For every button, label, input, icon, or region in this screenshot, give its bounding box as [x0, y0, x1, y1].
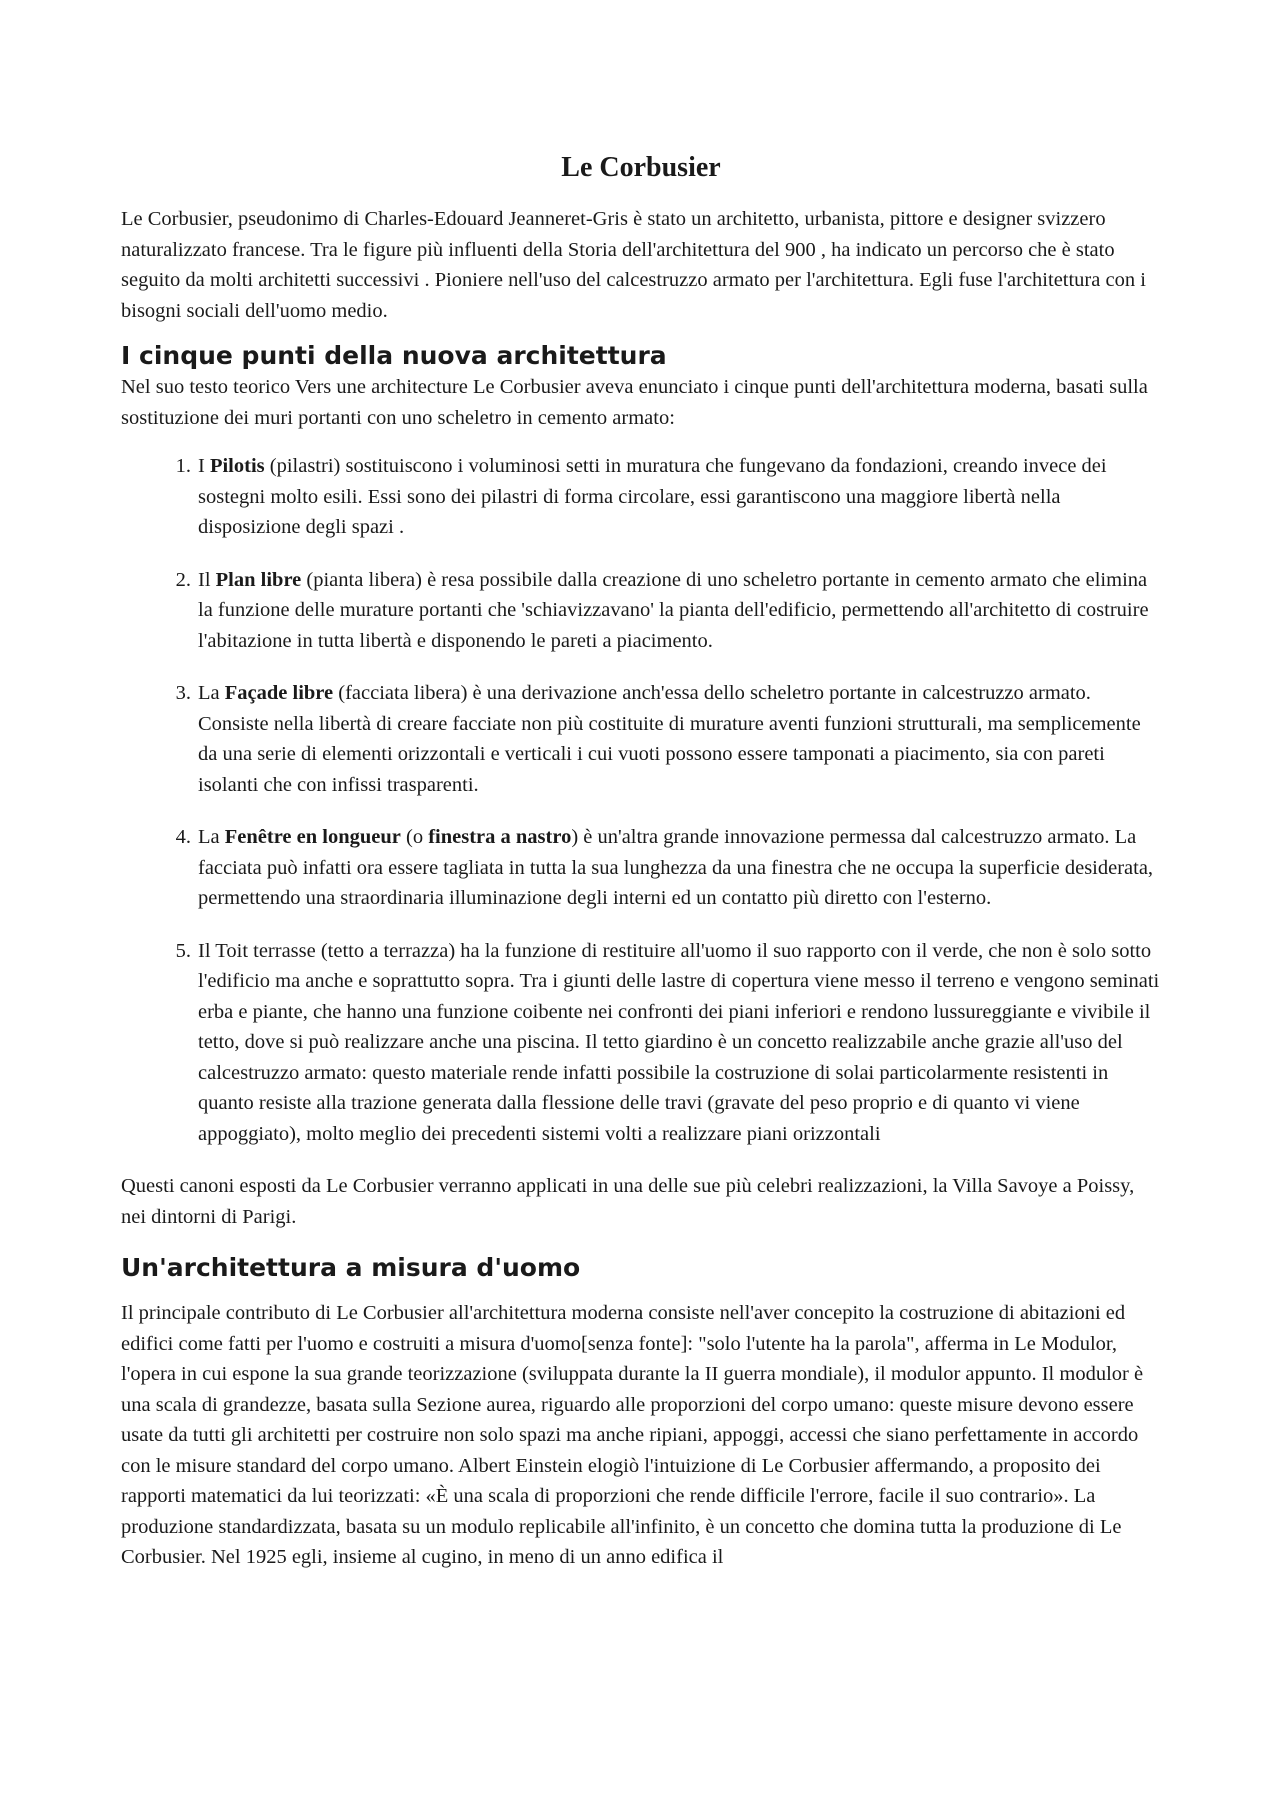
- term-bold: Fenêtre en longueur: [224, 826, 401, 848]
- list-item: [121, 565, 1161, 657]
- list-number: 1.: [175, 455, 191, 477]
- closing-paragraph: Questi canoni esposti da Le Corbusier verranno applicati in una delle sue più celebri realizzazioni, la Villa Savoye a Poissy, nei dintorni di Parigi.: [121, 1175, 1135, 1228]
- list-text: Il Toit terrasse (tetto a terrazza) ha la funzione di restituire all'uomo il suo rapporto con il verde, che non è solo sotto l'edificio ma anche e soprattutto sopra. Tra i giunti delle lastre di copertura viene messo il terreno e vengono seminati erba e piante, che hanno una funzione coibente nei confronti dei piani inferiori e rendono lussureggiante e vivibile il tetto, dove si può realizzare anche una piscina. Il tetto giardino è un concetto realizzabile anche grazie all'uso del calcestruzzo armato: questo materiale rende infatti possibile la costruzione di solai particolarmente resistenti in quanto resiste alla trazione generata dalla flessione delle travi (gravate del peso proprio e di quanto vi viene appoggiato), molto meglio dei precedenti sistemi volti a realizzare piani orizzontali: [198, 939, 1160, 1145]
- list-text: (pilastri) sostituiscono i voluminosi setti in muratura che fungevano da fondazioni, creando invece dei sostegni molto esili. Essi sono dei pilastri di forma circolare, essi garantiscono una maggiore libertà nella disposizione degli spazi .: [198, 455, 1107, 538]
- list-item: [121, 822, 1161, 914]
- term-bold: Plan libre: [215, 568, 302, 591]
- term-bold: Pilotis: [209, 455, 265, 477]
- list-text: (facciata libera) è una derivazione anch'essa dello scheletro portante in calcestruzzo armato. Consiste nella libertà di creare facciate non più costituite di murature aventi funzioni strutturali, ma semplicemente da una serie di elementi orizzontali e verticali i cui vuoti possono essere tamponati a piacimento, sia con pareti isolanti che con infissi trasparenti.: [198, 682, 1141, 796]
- list-text: ) è un'altra grande innovazione permessa dal calcestruzzo armato. La facciata può infatti ora essere tagliata in tutta la sua lunghezza da una finestra che ne occupa la superficie desiderata, permettendo una straordinaria illuminazione degli interni ed un contatto più diretto con l'esterno.: [198, 826, 1154, 909]
- list-item: [121, 936, 1161, 1150]
- section-heading-cinque-punti: I cinque punti della nuova architettura: [121, 341, 667, 370]
- page-title: Le Corbusier: [561, 152, 721, 183]
- list-text: (o: [400, 826, 429, 848]
- list-text: Il: [198, 568, 216, 591]
- term-bold: Façade libre: [224, 682, 334, 704]
- list-number: 2.: [175, 568, 191, 591]
- list-text: La: [198, 826, 225, 848]
- section2-body-paragraph: Il principale contributo di Le Corbusier all'architettura moderna consiste nell'aver concepito la costruzione di abitazioni ed edifici come fatti per l'uomo e costruiti a misura d'uomo[senza fonte]: "solo l'utente ha la parola", afferma in Le Modulor, l'opera in cui espone la sua grande teorizzazione (sviluppata durante la II guerra mondiale), il modulor appunto. Il modulor è una scala di grandezze, basata sulla Sezione aurea, riguardo alle proporzioni del corpo umano: queste misure devono essere usate da tutti gli architetti per costruire non solo spazi ma anche ripiani, appoggi, accessi che siano perfettamente in accordo con le misure standard del corpo umano. Albert Einstein elogiò l'intuizione di Le Corbusier affermando, a proposito dei rapporti matematici da lui teorizzati: «È una scala di proporzioni che rende difficile l'errore, facile il suo contrario». La produzione standardizzata, basata su un modulo replicabile all'infinito, è un concetto che domina tutta la produzione di Le Corbusier. Nel 1925 egli, insieme al cugino, in meno di un anno edifica il: [121, 1302, 1144, 1568]
- term-bold: finestra a nastro: [428, 826, 572, 848]
- list-number: 4.: [175, 826, 191, 848]
- five-points-list: [121, 451, 1161, 1149]
- list-item: [121, 678, 1161, 800]
- section-heading-misura-uomo: Un'architettura a misura d'uomo: [121, 1253, 581, 1282]
- list-number: 3.: [175, 682, 191, 704]
- section-lead-paragraph: Nel suo testo teorico Vers une architecture Le Corbusier aveva enunciato i cinque punti dell'architettura moderna, basati sulla sostituzione dei muri portanti con uno scheletro in cemento armato:: [121, 376, 1148, 429]
- intro-paragraph: Le Corbusier, pseudonimo di Charles-Edouard Jeanneret-Gris è stato un architetto, urbanista, pittore e designer svizzero naturalizzato francese. Tra le figure più influenti della Storia dell'architettura del 900 , ha indicato un percorso che è stato seguito da molti architetti successivi . Pioniere nell'uso del calcestruzzo armato per l'architettura. Egli fuse l'architettura con i bisogni sociali dell'uomo medio.: [121, 208, 1146, 322]
- list-item: [121, 451, 1161, 543]
- list-text: I: [198, 455, 210, 477]
- document-content: [121, 148, 1161, 1573]
- list-number: 5.: [175, 939, 191, 962]
- list-text: La: [198, 682, 225, 704]
- list-text: (pianta libera) è resa possibile dalla creazione di uno scheletro portante in cemento armato che elimina la funzione delle murature portanti che 'schiavizzavano' la pianta dell'edificio, permettendo all'architetto di costruire l'abitazione in tutta libertà e disponendo le pareti a piacimento.: [198, 568, 1149, 652]
